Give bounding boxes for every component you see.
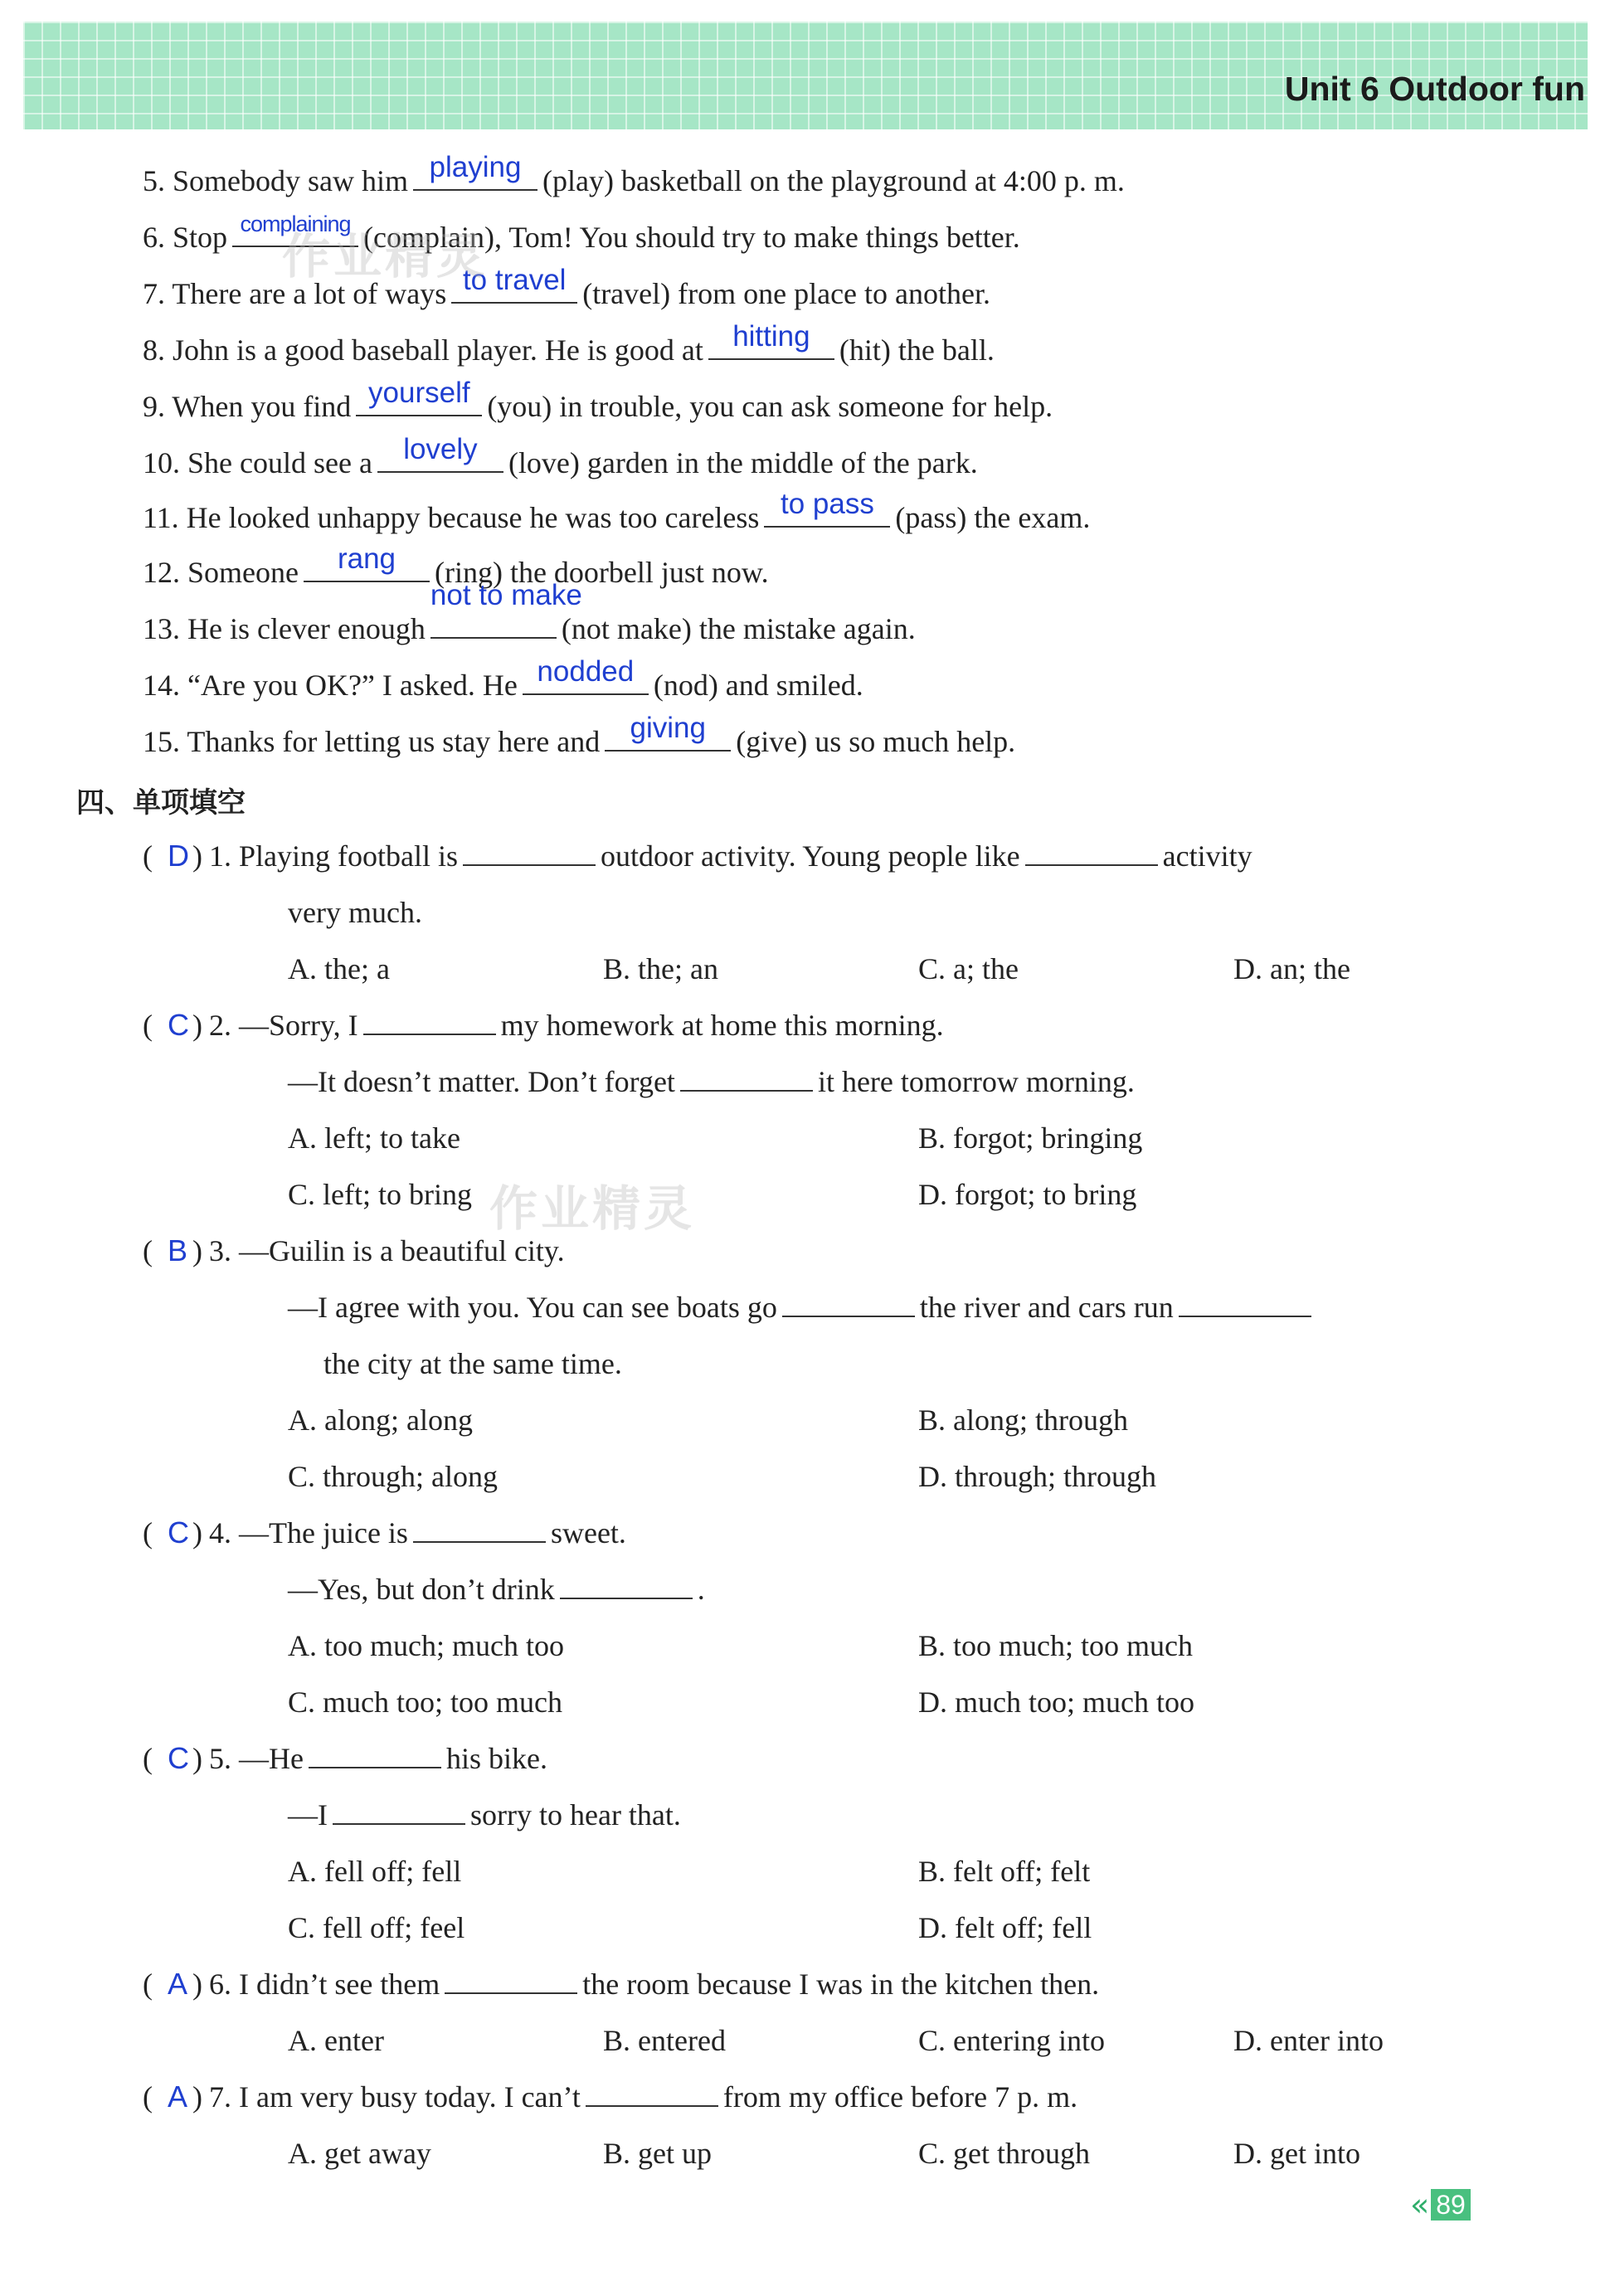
mc5-option-d: D. felt off; fell bbox=[918, 1911, 1092, 1944]
mc-answer: B bbox=[168, 1233, 188, 1267]
mc2-option-d: D. forgot; to bring bbox=[918, 1178, 1137, 1211]
mc7-option-b: B. get up bbox=[603, 2137, 712, 2170]
mc2-option-c: C. left; to bring bbox=[288, 1178, 472, 1211]
answer-text: playing bbox=[429, 151, 522, 183]
answer-text: rang bbox=[337, 542, 396, 575]
mc1-option-c: C. a; the bbox=[918, 952, 1019, 985]
mc-answer: A bbox=[168, 1967, 188, 2001]
mc-answer: C bbox=[168, 1741, 189, 1775]
mc4-option-b: B. too much; too much bbox=[918, 1629, 1193, 1662]
mc-answer: D bbox=[168, 839, 189, 873]
mc6-option-b: B. entered bbox=[603, 2024, 726, 2057]
mc5-option-b: B. felt off; felt bbox=[918, 1855, 1091, 1888]
mc4-option-d: D. much too; much too bbox=[918, 1686, 1194, 1719]
fill-item-5: 5. Somebody saw him playing (play) basketball on the playground at 4:00 p. m. bbox=[143, 151, 1125, 197]
fill-item-12: 12. Someone rang (ring) the doorbell just now. bbox=[143, 542, 769, 589]
mc-question-4-line2: —Yes, but don’t drink . bbox=[288, 1573, 705, 1606]
mc-answer: A bbox=[168, 2080, 188, 2114]
mc6-option-d: D. enter into bbox=[1233, 2024, 1384, 2057]
mc2-option-b: B. forgot; bringing bbox=[918, 1121, 1143, 1155]
fill-item-7: 7. There are a lot of ways to travel (travel) from one place to another. bbox=[143, 264, 990, 310]
double-chevron-left-icon: « bbox=[1410, 2187, 1418, 2223]
mc-answer: C bbox=[168, 1008, 189, 1042]
mc4-option-a: A. too much; much too bbox=[288, 1629, 564, 1662]
mc-question-2: ( C ) 2. —Sorry, I my homework at home this morning. bbox=[143, 1008, 944, 1042]
mc-question-4: ( C ) 4. —The juice is sweet. bbox=[143, 1515, 626, 1549]
fill-item-8: 8. John is a good baseball player. He is good at hitting (hit) the ball. bbox=[143, 320, 995, 367]
mc-question-1: ( D ) 1. Playing football is outdoor activity. Young people like activity bbox=[143, 839, 1252, 873]
mc6-option-a: A. enter bbox=[288, 2024, 384, 2057]
answer-text: lovely bbox=[403, 433, 478, 465]
mc7-option-a: A. get away bbox=[288, 2137, 431, 2170]
mc7-option-d: D. get into bbox=[1233, 2137, 1360, 2170]
fill-item-15: 15. Thanks for letting us stay here and giving (give) us so much help. bbox=[143, 712, 1016, 758]
watermark: 作业精灵 bbox=[489, 1180, 696, 1237]
section-title: 四、单项填空 bbox=[76, 786, 246, 820]
mc-question-5-line2: —I sorry to hear that. bbox=[288, 1798, 681, 1831]
answer-text: to pass bbox=[780, 488, 874, 520]
fill-item-9: 9. When you find yourself (you) in trouble, you can ask someone for help. bbox=[143, 377, 1053, 423]
mc6-option-c: C. entering into bbox=[918, 2024, 1105, 2057]
mc3-option-a: A. along; along bbox=[288, 1403, 473, 1437]
mc-question-3: ( B ) 3. —Guilin is a beautiful city. bbox=[143, 1233, 565, 1267]
page-number: 89 bbox=[1431, 2189, 1471, 2221]
mc7-option-c: C. get through bbox=[918, 2137, 1090, 2170]
answer-text: not to make bbox=[430, 579, 582, 611]
mc-question-3-line2: —I agree with you. You can see boats go the river and cars run bbox=[288, 1289, 1316, 1326]
mc-answer: C bbox=[168, 1515, 189, 1549]
fill-item-11: 11. He looked unhappy because he was too careless to pass (pass) the exam. bbox=[143, 488, 1091, 534]
watermark: 作业精灵 bbox=[282, 228, 489, 285]
mc-question-7: ( A ) 7. I am very busy today. I can’t from my office before 7 p. m. bbox=[143, 2080, 1078, 2114]
answer-text: yourself bbox=[368, 377, 470, 409]
answer-text: nodded bbox=[537, 655, 635, 688]
mc3-option-c: C. through; along bbox=[288, 1460, 498, 1493]
answer-text: to travel bbox=[462, 264, 567, 296]
mc-question-5: ( C ) 5. —He his bike. bbox=[143, 1741, 547, 1775]
mc4-option-c: C. much too; too much bbox=[288, 1686, 562, 1719]
mc-question-2-line2: —It doesn’t matter. Don’t forget it here tomorrow morning. bbox=[288, 1065, 1135, 1098]
mc-question-1-cont: very much. bbox=[288, 896, 422, 929]
page-number-badge bbox=[1410, 2188, 1471, 2221]
answer-text: complaining bbox=[240, 212, 351, 236]
mc-question-6: ( A ) 6. I didn’t see them the room because I was in the kitchen then. bbox=[143, 1967, 1100, 2001]
mc-question-3-line3: the city at the same time. bbox=[323, 1347, 622, 1380]
answer-text: hitting bbox=[732, 320, 810, 353]
mc5-option-c: C. fell off; feel bbox=[288, 1911, 465, 1944]
fill-item-14: 14. “Are you OK?” I asked. He nodded (nod) and smiled. bbox=[143, 655, 863, 702]
fill-item-13: 13. He is clever enough not to make (not make) the mistake again. bbox=[143, 579, 916, 645]
mc3-option-b: B. along; through bbox=[918, 1403, 1128, 1437]
answer-text: giving bbox=[630, 712, 706, 744]
mc1-option-a: A. the; a bbox=[288, 952, 390, 985]
mc1-option-b: B. the; an bbox=[603, 952, 718, 985]
unit-title: Unit 6 Outdoor fun bbox=[1284, 70, 1585, 108]
mc2-option-a: A. left; to take bbox=[288, 1121, 460, 1155]
fill-item-6: 6. Stop complaining (complain), Tom! You should try to make things better. bbox=[143, 219, 1020, 255]
mc5-option-a: A. fell off; fell bbox=[288, 1855, 462, 1888]
mc3-option-d: D. through; through bbox=[918, 1460, 1156, 1493]
fill-item-10: 10. She could see a lovely (love) garden in the middle of the park. bbox=[143, 433, 978, 479]
mc1-option-d: D. an; the bbox=[1233, 952, 1350, 985]
